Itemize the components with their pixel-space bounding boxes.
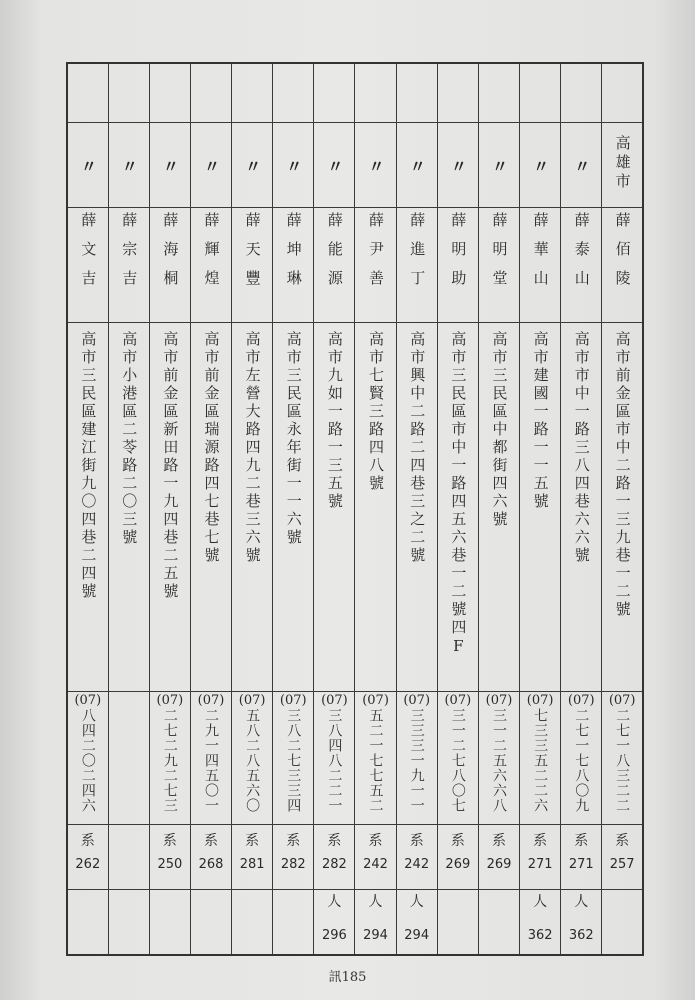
address-text: 高市市中一路三八四巷六六號 [572, 331, 591, 565]
generation-cell [314, 825, 355, 890]
address-cell [602, 323, 643, 692]
area-code: (07) [362, 693, 389, 708]
pers-row [67, 890, 643, 956]
generation-number: 242 [404, 857, 430, 872]
county-text: 〃 [286, 156, 301, 176]
address-text: 高市三民區市中一路四五六巷一二號四F [449, 331, 468, 658]
person-cell [437, 890, 478, 956]
address-text: 高市前金區新田路一九四巷二五號 [161, 331, 180, 601]
person-cell [396, 890, 437, 956]
county-cell [273, 123, 314, 208]
addr-row [67, 323, 643, 692]
generation-number: 281 [239, 857, 265, 872]
generation-number: 282 [322, 857, 347, 872]
address-text: 高市前金區市中二路一三九巷一二號 [613, 331, 632, 619]
generation-number: 269 [445, 857, 471, 872]
address-text: 高市九如一路一三五號 [325, 331, 344, 511]
address-cell [273, 323, 314, 692]
phone-number: 二九一四五〇一 [202, 708, 219, 813]
generation-number: 257 [609, 857, 635, 872]
phone-number: 二七一八三二二 [614, 708, 631, 813]
phone-cell [355, 692, 396, 825]
generation-number: 282 [280, 857, 306, 872]
phone-number: 七三三五二二六 [532, 708, 549, 813]
generation-number: 262 [75, 857, 101, 872]
name-cell [355, 208, 396, 323]
generation-number: 242 [363, 857, 388, 872]
person-cell [67, 890, 108, 956]
generation-label: 系 [574, 833, 589, 849]
county-text: 〃 [245, 156, 260, 176]
county-text: 〃 [450, 156, 465, 176]
phone-cell [190, 692, 231, 825]
county-cell [67, 123, 108, 208]
address-text: 高市左營大路四九二巷三六號 [243, 331, 262, 565]
phone-cell [520, 692, 561, 825]
generation-cell [149, 825, 190, 890]
address-text: 高市三民區中都街四六號 [490, 331, 509, 529]
generation-label: 系 [162, 833, 177, 849]
generation-label: 系 [409, 833, 424, 849]
name-cell [520, 208, 561, 323]
address-cell [314, 323, 355, 692]
phone-number: 三一二七八〇七 [449, 708, 466, 813]
address-cell [478, 323, 519, 692]
generation-cell [396, 825, 437, 890]
county-cell [561, 123, 602, 208]
person-number: 362 [568, 928, 594, 943]
generation-label: 系 [491, 833, 506, 849]
name-cell [602, 208, 643, 323]
phone-cell [108, 692, 149, 825]
generation-label: 系 [615, 833, 630, 849]
address-text: 高市興中二路二四巷三之二號 [408, 331, 427, 565]
address-text: 高市建國一路一一五號 [531, 331, 550, 511]
member-register-table [66, 62, 644, 956]
generation-cell [355, 825, 396, 890]
generation-label: 系 [450, 833, 465, 849]
name-cell [190, 208, 231, 323]
area-code: (07) [444, 693, 472, 708]
address-cell [520, 323, 561, 692]
member-name: 薛明助 [449, 212, 468, 299]
county-text: 〃 [491, 156, 506, 176]
generation-label: 系 [368, 833, 383, 849]
person-label: 人 [533, 894, 548, 910]
address-cell [190, 323, 231, 692]
area-code: (07) [403, 693, 431, 708]
area-code: (07) [608, 693, 636, 708]
blank-cell [396, 63, 437, 123]
phone-number: 二七二九二七三 [161, 708, 178, 813]
address-cell [149, 323, 190, 692]
blank-cell [355, 63, 396, 123]
county-cell [314, 123, 355, 208]
county-cell [108, 123, 149, 208]
generation-number: 268 [198, 857, 224, 872]
person-cell [273, 890, 314, 956]
county-cell [478, 123, 519, 208]
blank-cell [602, 63, 643, 123]
member-name: 薛泰山 [572, 212, 591, 299]
generation-label: 系 [203, 833, 218, 849]
member-name: 薛文吉 [79, 212, 98, 299]
generation-cell [273, 825, 314, 890]
person-label: 人 [327, 894, 342, 910]
area-code: (07) [526, 693, 554, 708]
generation-number: 271 [527, 857, 553, 872]
generation-cell [108, 825, 149, 890]
blank-cell [232, 63, 273, 123]
phone-cell [561, 692, 602, 825]
address-cell [396, 323, 437, 692]
blank-cell [149, 63, 190, 123]
county-text: 〃 [409, 156, 424, 176]
area-code: (07) [197, 693, 225, 708]
phone-cell [478, 692, 519, 825]
generation-label: 系 [327, 833, 342, 849]
name-cell [108, 208, 149, 323]
member-name: 薛海桐 [161, 212, 180, 299]
phone-number: 三一二五六六八 [490, 708, 507, 813]
county-cell [520, 123, 561, 208]
blank-cell [478, 63, 519, 123]
county-cell [232, 123, 273, 208]
phone-number: 五二一七七五二 [367, 708, 384, 813]
generation-cell [67, 825, 108, 890]
person-cell [561, 890, 602, 956]
person-cell [520, 890, 561, 956]
phone-cell [273, 692, 314, 825]
area-code: (07) [321, 693, 348, 708]
blank-cell [273, 63, 314, 123]
address-text: 高市前金區瑞源路四七巷七號 [202, 331, 221, 565]
county-text: 〃 [203, 156, 218, 176]
address-cell [355, 323, 396, 692]
blank-cell [520, 63, 561, 123]
page-number: 訊185 [328, 970, 367, 985]
phone-number: 三八二七三三四 [285, 708, 302, 813]
name-cell [437, 208, 478, 323]
generation-cell [561, 825, 602, 890]
top-row [67, 63, 643, 123]
phone-number: 五八二八五六〇 [244, 708, 261, 813]
phone-cell [437, 692, 478, 825]
phone-cell [232, 692, 273, 825]
generation-cell [232, 825, 273, 890]
county-cell [149, 123, 190, 208]
person-cell [232, 890, 273, 956]
blank-cell [67, 63, 108, 123]
person-label: 人 [368, 894, 383, 910]
county-cell [355, 123, 396, 208]
generation-cell [437, 825, 478, 890]
phone-cell [602, 692, 643, 825]
person-cell [108, 890, 149, 956]
generation-cell [602, 825, 643, 890]
name-row [67, 208, 643, 323]
person-cell [602, 890, 643, 956]
county-text: 〃 [368, 156, 383, 176]
generation-number: 269 [486, 857, 512, 872]
phone-row [67, 692, 643, 825]
member-name: 薛天豐 [243, 212, 262, 299]
generation-cell [190, 825, 231, 890]
county-row [67, 123, 643, 208]
area-code: (07) [74, 693, 102, 708]
member-name: 薛華山 [531, 212, 550, 299]
blank-cell [108, 63, 149, 123]
person-number: 294 [363, 928, 388, 943]
county-text: 高雄市 [613, 134, 632, 192]
generation-label: 系 [533, 833, 548, 849]
member-name: 薛能源 [325, 212, 344, 299]
address-text: 高市三民區永年街一一六號 [284, 331, 303, 547]
phone-number: 八四二〇二四六 [79, 708, 96, 813]
county-cell [190, 123, 231, 208]
person-number: 296 [322, 928, 347, 943]
generation-label: 系 [286, 833, 301, 849]
person-cell [314, 890, 355, 956]
name-cell [478, 208, 519, 323]
phone-number: 二七一七八〇九 [573, 708, 590, 813]
phone-number: 三三三一九一一 [408, 708, 425, 813]
person-cell [478, 890, 519, 956]
name-cell [232, 208, 273, 323]
member-name: 薛明堂 [490, 212, 509, 299]
name-cell [149, 208, 190, 323]
name-cell [314, 208, 355, 323]
blank-cell [190, 63, 231, 123]
generation-cell [478, 825, 519, 890]
area-code: (07) [567, 693, 595, 708]
member-name: 薛輝煌 [202, 212, 221, 299]
member-name: 薛宗吉 [120, 212, 139, 299]
phone-cell [396, 692, 437, 825]
person-number: 294 [404, 928, 430, 943]
name-cell [396, 208, 437, 323]
person-cell [149, 890, 190, 956]
phone-number: 三八四八二二一 [326, 708, 343, 813]
address-text: 高市小港區二苓路二〇三號 [120, 331, 139, 547]
generation-label: 系 [80, 833, 95, 849]
name-cell [273, 208, 314, 323]
person-cell [355, 890, 396, 956]
area-code: (07) [238, 693, 266, 708]
address-cell [67, 323, 108, 692]
address-cell [232, 323, 273, 692]
area-code: (07) [279, 693, 307, 708]
address-cell [108, 323, 149, 692]
area-code: (07) [156, 693, 184, 708]
county-text: 〃 [162, 156, 177, 176]
blank-cell [437, 63, 478, 123]
blank-cell [314, 63, 355, 123]
address-cell [437, 323, 478, 692]
member-name: 薛坤琳 [284, 212, 303, 299]
generation-label: 系 [245, 833, 260, 849]
blank-cell [561, 63, 602, 123]
phone-cell [67, 692, 108, 825]
county-text: 〃 [80, 156, 95, 176]
generation-number: 271 [568, 857, 594, 872]
county-cell [437, 123, 478, 208]
county-text: 〃 [327, 156, 342, 176]
person-label: 人 [409, 894, 424, 910]
county-cell [396, 123, 437, 208]
person-cell [190, 890, 231, 956]
member-name: 薛尹善 [367, 212, 386, 299]
county-text: 〃 [574, 156, 589, 176]
county-cell [602, 123, 643, 208]
phone-cell [314, 692, 355, 825]
generation-number: 250 [157, 857, 183, 872]
phone-cell [149, 692, 190, 825]
person-number: 362 [527, 928, 553, 943]
name-cell [67, 208, 108, 323]
name-cell [561, 208, 602, 323]
member-name: 薛進丁 [408, 212, 427, 299]
address-text: 高市三民區建江街九〇四巷二四號 [79, 331, 98, 601]
county-text: 〃 [121, 156, 136, 176]
address-cell [561, 323, 602, 692]
county-text: 〃 [533, 156, 548, 176]
area-code: (07) [485, 693, 513, 708]
gen-row [67, 825, 643, 890]
address-text: 高市七賢三路四八號 [367, 331, 386, 493]
person-label: 人 [574, 894, 589, 910]
generation-cell [520, 825, 561, 890]
member-name: 薛佰陵 [613, 212, 632, 299]
